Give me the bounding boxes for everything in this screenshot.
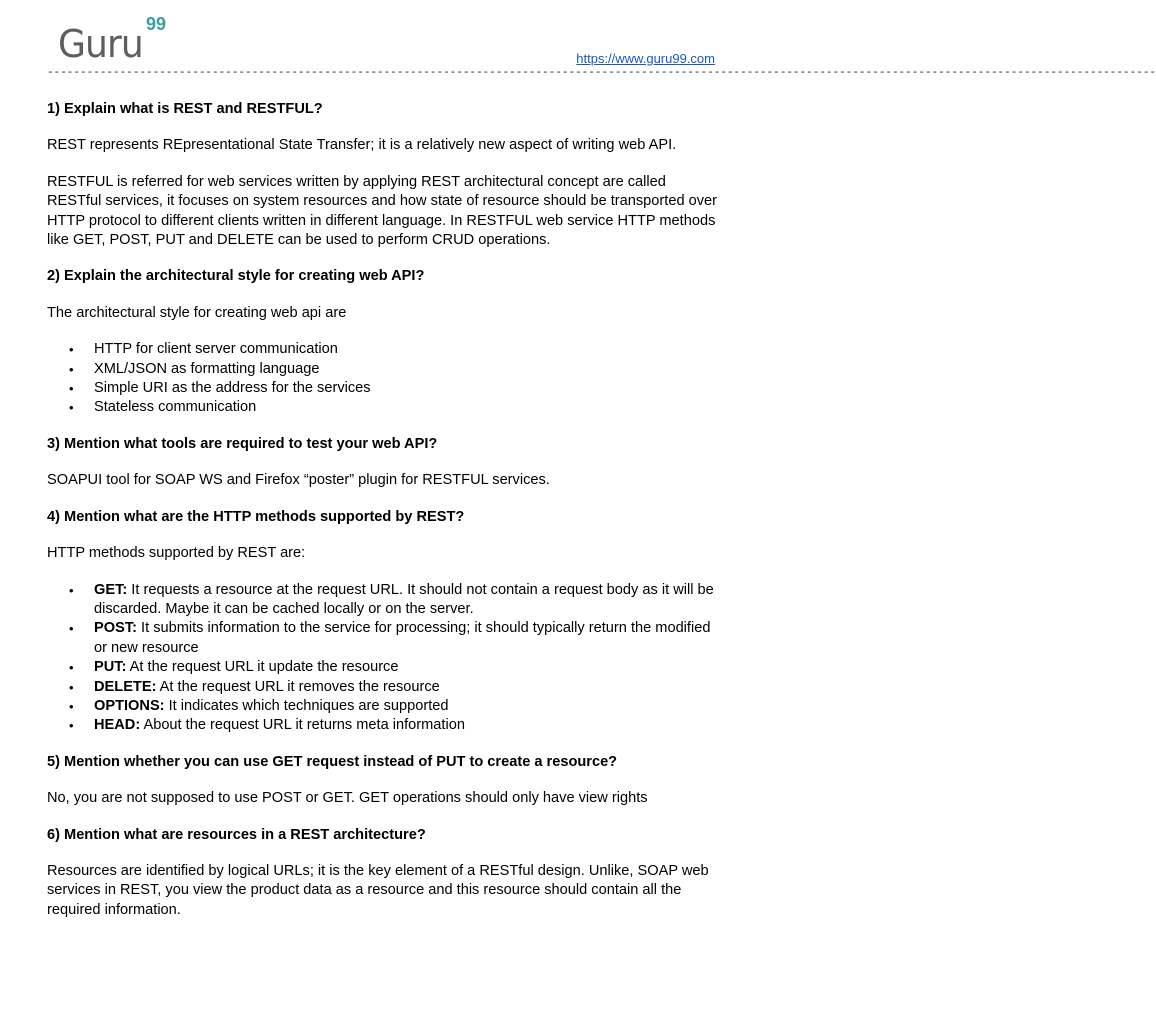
answer-6: Resources are identified by logical URLs; it is the key element of a RESTful design. Unlike, SOAP web services in REST, you view the product data as a resource and this resource should contain all the required information. [47,862,709,918]
list-item-put [94,658,723,677]
guru99-logo [58,14,198,66]
answer-5: No, you are not supposed to use POST or GET. GET operations should only have view rights [47,790,648,807]
method-description: It indicates which techniques are supported [164,697,449,714]
http-methods-list [47,581,723,736]
header-divider: ------------------------------------------------------------------------------------------------------------------------------------------------------------------------ [47,67,1156,79]
list-item-options [94,697,723,716]
answer-4-intro: HTTP methods supported by REST are: [47,545,306,562]
list-item: • XML/JSON as formatting language [94,360,723,379]
answer-3: SOAPUI tool for SOAP WS and Firefox “poster” plugin for RESTFUL services. [47,472,550,489]
question-3: 3) Mention what tools are required to test your web API? [47,435,438,452]
question-4: 4) Mention what are the HTTP methods supported by REST? [47,508,465,525]
method-description: It submits information to the service for processing; it should typically return the modified or new resource [94,620,711,656]
method-description: About the request URL it returns meta information [140,717,465,734]
method-term: DELETE: [94,678,157,695]
architecture-list [47,340,723,418]
answer-1-paragraph-2: RESTFUL is referred for web services written by applying REST architectural concept are called RESTful services, it focuses on system resources and how state of resource should be transported over HTTP protocol to different clients written in different language. In RESTFUL web service HTTP methods like GET, POST, PUT and DELETE can be used to perform CRUD operations. [47,173,718,249]
method-term: OPTIONS: [94,697,165,714]
question-2: 2) Explain the architectural style for creating web API? [47,268,425,285]
list-item-delete [94,678,723,697]
list-item-head [94,716,723,735]
method-term: GET: [94,581,128,598]
site-url-link[interactable]: https://www.guru99.com [576,51,715,66]
list-item: • Simple URI as the address for the services [94,379,723,398]
method-term: PUT: [94,659,127,676]
logo-text: Guru [58,22,143,66]
answer-1-paragraph-1: REST represents REpresentational State Transfer; it is a relatively new aspect of writing web API. [47,137,677,154]
method-term: POST: [94,620,137,637]
answer-2-intro: The architectural style for creating web api are [47,304,347,321]
list-item-get [94,581,723,620]
method-term: HEAD: [94,717,141,734]
document-body [47,100,723,937]
method-description: It requests a resource at the request URL. It should not contain a request body as it will be discarded. Maybe it can be cached locally or on the server. [94,581,714,617]
list-item: • HTTP for client server communication [94,340,723,359]
method-description: At the request URL it update the resource [126,659,399,676]
question-6: 6) Mention what are resources in a REST architecture? [47,826,426,843]
logo-superscript: 99 [146,14,167,34]
list-item: • Stateless communication [94,398,723,417]
list-item-post [94,619,723,658]
question-1: 1) Explain what is REST and RESTFUL? [47,101,323,117]
question-5: 5) Mention whether you can use GET request instead of PUT to create a resource? [47,753,618,770]
method-description: At the request URL it removes the resource [156,678,440,695]
